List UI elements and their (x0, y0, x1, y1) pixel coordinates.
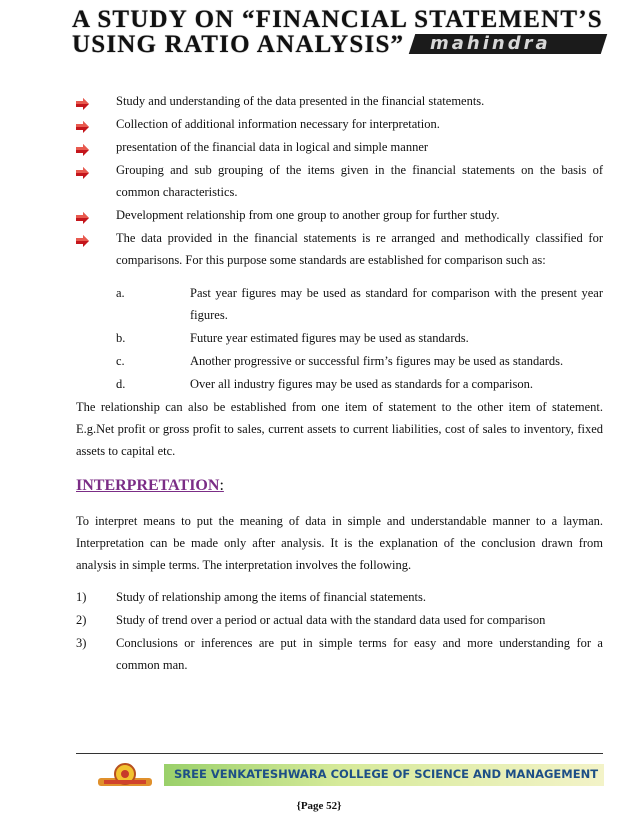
sub-item-marker: a. (116, 286, 125, 300)
red-diamond-arrow-icon (76, 232, 89, 244)
numbered-list (76, 586, 603, 676)
numbered-item (76, 586, 603, 608)
bullet-item (76, 90, 603, 112)
bullet-item (76, 159, 603, 203)
bullet-text: Study and understanding of the data presented in the financial statements. (116, 94, 485, 108)
bullet-item (76, 227, 603, 271)
sub-item (116, 350, 603, 372)
bullet-text: presentation of the financial data in logical and simple manner (116, 140, 429, 154)
red-diamond-arrow-icon (76, 209, 89, 221)
sub-item-marker: c. (116, 354, 125, 368)
sub-item-text: Future year estimated figures may be used as standards. (190, 331, 469, 345)
sub-item-marker: d. (116, 377, 126, 391)
numbered-item-text: Conclusions or inferences are put in simple terms for easy and more understanding for a common man. (116, 636, 603, 672)
numbered-item-marker: 3) (76, 636, 87, 650)
sub-item-marker: b. (116, 331, 126, 345)
bullet-text: Collection of additional information necessary for interpretation. (116, 117, 440, 131)
sub-item-text: Past year figures may be used as standard for comparison with the present year figures. (190, 286, 603, 322)
numbered-item-marker: 1) (76, 590, 87, 604)
section-heading-colon: : (219, 477, 224, 494)
footer-divider (76, 753, 603, 754)
document-body (76, 90, 603, 677)
numbered-item-marker: 2) (76, 613, 87, 627)
bullet-item (76, 136, 603, 158)
bullet-text: Grouping and sub grouping of the items given in the financial statements on the basis of common characteristics. (116, 163, 603, 199)
brand-logo-text: mahindra (430, 33, 551, 54)
red-diamond-arrow-icon (76, 164, 89, 176)
bullet-item (76, 204, 603, 226)
sub-item-list (76, 282, 603, 395)
sub-item-text: Over all industry figures may be used as standards for a comparison. (190, 377, 533, 391)
red-diamond-arrow-icon (76, 141, 89, 153)
section-heading-text: INTERPRETATION (76, 477, 220, 494)
bullet-text: Development relationship from one group to another group for further study. (116, 208, 500, 222)
sub-item (116, 373, 603, 395)
sub-item-text: Another progressive or successful firm’s figures may be used as standards. (190, 354, 564, 368)
sub-item (116, 282, 603, 326)
header-title-line1: A STUDY ON “FINANCIAL STATEMENT’S (72, 6, 603, 33)
numbered-item-text: Study of relationship among the items of financial statements. (116, 590, 427, 604)
page-header (0, 0, 638, 66)
red-diamond-arrow-icon (76, 95, 89, 107)
college-name: SREE VENKATESHWARA COLLEGE OF SCIENCE AND MANAGEMENT (174, 767, 599, 781)
interpretation-paragraph: To interpret means to put the meaning of data in simple and understandable manner to a layman. Interpretation can be made only after analysis. It is the explanation of the conclusion drawn from analysis in simple terms. The interpretation involves the following. (76, 514, 603, 572)
bullet-text: The data provided in the financial statements is re arranged and methodically classified for comparisons. For this purpose some standards are established for comparison such as: (116, 231, 603, 267)
red-diamond-arrow-icon (76, 118, 89, 130)
section-heading (76, 476, 603, 496)
page-number: {Page 52} (296, 800, 342, 812)
header-title-line2: USING RATIO ANALYSIS” (72, 31, 405, 58)
bullet-list (76, 90, 603, 271)
numbered-item (76, 609, 603, 631)
sub-item (116, 327, 603, 349)
page-footer (94, 762, 604, 792)
bullet-item (76, 113, 603, 135)
numbered-item-text: Study of trend over a period or actual data with the standard data used for comparison (116, 613, 546, 627)
numbered-item (76, 632, 603, 676)
college-emblem-icon (94, 762, 156, 788)
relationship-paragraph: The relationship can also be established from one item of statement to the other item of statement. E.g.Net profit or gross profit to sales, current assets to current liabilities, cost of sales to inventory, fixed assets to capital etc. (76, 400, 603, 458)
